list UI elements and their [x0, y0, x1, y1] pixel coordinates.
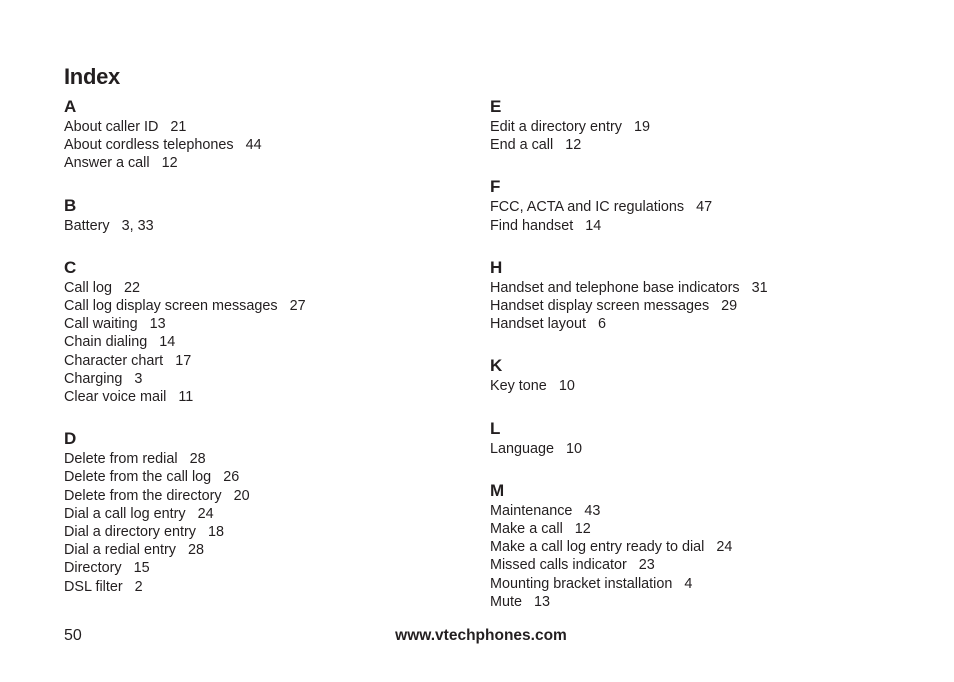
entry-text: Make a call log entry ready to dial [490, 539, 705, 556]
entry-page-number: 47 [696, 199, 713, 216]
entry-text: Chain dialing [64, 334, 148, 351]
entry-text: Handset and telephone base indicators [490, 279, 740, 296]
section-letter: E [490, 97, 502, 116]
index-entry [64, 523, 464, 541]
entry-page-number: 26 [223, 469, 240, 486]
entry-text: Delete from the call log [64, 469, 212, 486]
entry-page-number: 20 [233, 487, 250, 504]
index-entry [64, 487, 464, 505]
section-letter: C [64, 257, 77, 277]
entry-text: Find handset [490, 217, 574, 234]
entry-page-number: 4 [684, 575, 693, 592]
index-entry [490, 136, 890, 154]
index-entry [64, 352, 464, 370]
entry-page-number: 22 [124, 279, 141, 296]
section-letter: F [490, 177, 501, 197]
entry-page-number: 28 [189, 451, 206, 468]
page-number: 50 [64, 627, 82, 644]
index-entry [64, 118, 464, 136]
section-letter: A [64, 97, 77, 116]
entry-text: Directory [64, 560, 122, 577]
entry-page-number: 44 [245, 137, 262, 154]
index-entry [64, 450, 464, 468]
index-entry [64, 154, 464, 172]
section-letter: D [64, 429, 77, 449]
entry-text: Call log [64, 279, 112, 296]
entry-text: Handset display screen messages [490, 298, 710, 315]
section-letter: K [490, 356, 503, 376]
index-section [64, 96, 464, 173]
entry-page-number: 43 [584, 502, 601, 519]
section-letter: B [64, 195, 77, 215]
entry-page-number: 12 [161, 155, 178, 172]
entry-page-number: 14 [159, 334, 176, 351]
footer-url: www.vtechphones.com [395, 627, 567, 644]
entry-page-number: 28 [187, 542, 204, 559]
entry-text: Call log display screen messages [64, 298, 278, 315]
entry-page-number: 3 [134, 370, 143, 387]
entry-page-number: 12 [565, 137, 582, 154]
entry-page-number: 27 [289, 298, 306, 315]
entry-text: Maintenance [490, 502, 573, 519]
entry-text: Call waiting [64, 316, 138, 333]
page-title: Index [64, 64, 120, 89]
entry-page-number: 19 [633, 119, 650, 135]
index-column-left [64, 96, 464, 618]
entry-page-number: 2 [134, 578, 143, 595]
entry-text: Handset layout [490, 316, 586, 333]
entry-page-number: 6 [598, 316, 607, 333]
index-section [490, 257, 890, 334]
index-section [490, 176, 890, 234]
index-section [490, 480, 890, 611]
index-section [490, 96, 890, 154]
index-entry [490, 520, 890, 538]
entry-text: Dial a redial entry [64, 542, 176, 559]
entry-text: Charging [64, 370, 123, 387]
entry-text: FCC, ACTA and IC regulations [490, 199, 685, 216]
index-entry [490, 593, 890, 611]
index-entry [490, 556, 890, 574]
entry-page-number: 31 [751, 279, 768, 296]
index-entry [490, 538, 890, 556]
entry-text: Answer a call [64, 155, 150, 172]
entry-page-number: 3, 33 [121, 217, 154, 234]
entry-text: Mounting bracket installation [490, 575, 673, 592]
entry-text: Dial a directory entry [64, 524, 196, 541]
entry-page-number: 21 [170, 119, 187, 135]
entry-text: Missed calls indicator [490, 557, 627, 574]
entry-page-number: 15 [133, 560, 150, 577]
entry-text: Clear voice mail [64, 389, 167, 406]
index-entry [64, 578, 464, 596]
index-section [64, 195, 464, 235]
entry-page-number: 29 [721, 298, 738, 315]
index-entry [64, 559, 464, 577]
index-entry [490, 297, 890, 315]
index-entry [64, 468, 464, 486]
index-entry [64, 315, 464, 333]
index-entry [490, 217, 890, 235]
entry-page-number: 14 [585, 217, 602, 234]
entry-page-number: 11 [178, 389, 194, 406]
entry-page-number: 10 [566, 440, 583, 457]
entry-text: Edit a directory entry [490, 119, 622, 135]
index-entry [64, 370, 464, 388]
entry-text: Make a call [490, 521, 563, 538]
entry-page-number: 12 [574, 521, 591, 538]
index-entry [490, 118, 890, 136]
index-section [490, 418, 890, 458]
index-section [490, 355, 890, 395]
entry-text: About caller ID [64, 119, 159, 135]
index-entry [490, 575, 890, 593]
index-section [64, 428, 464, 596]
entry-text: End a call [490, 137, 554, 154]
index-entry [64, 136, 464, 154]
index-entry [64, 297, 464, 315]
section-letter: H [490, 257, 503, 277]
entry-text: Language [490, 440, 555, 457]
entry-page-number: 17 [175, 352, 192, 369]
entry-page-number: 18 [207, 524, 224, 541]
entry-page-number: 10 [558, 378, 575, 395]
index-entry [490, 198, 890, 216]
entry-text: Battery [64, 217, 110, 234]
entry-text: Mute [490, 593, 522, 610]
entry-text: Key tone [490, 378, 547, 395]
entry-page-number: 24 [716, 539, 733, 556]
entry-page-number: 24 [197, 505, 214, 522]
section-letter: L [490, 418, 501, 438]
entry-text: DSL filter [64, 578, 123, 595]
section-letter: M [490, 480, 505, 500]
entry-text: Delete from the directory [64, 487, 222, 504]
index-entry [490, 502, 890, 520]
entry-page-number: 13 [534, 593, 551, 610]
entry-text: Delete from redial [64, 451, 178, 468]
index-entry [64, 541, 464, 559]
index-section [64, 257, 464, 406]
entry-page-number: 23 [638, 557, 655, 574]
index-entry [64, 217, 464, 235]
index-entry [490, 440, 890, 458]
index-entry [64, 388, 464, 406]
index-entry [64, 505, 464, 523]
entry-page-number: 13 [149, 316, 166, 333]
index-entry [64, 279, 464, 297]
index-entry [490, 377, 890, 395]
index-entry [490, 315, 890, 333]
entry-text: About cordless telephones [64, 137, 234, 154]
index-entry [490, 279, 890, 297]
index-entry [64, 333, 464, 351]
entry-text: Dial a call log entry [64, 505, 186, 522]
index-column-right [490, 96, 890, 633]
entry-text: Character chart [64, 352, 164, 369]
